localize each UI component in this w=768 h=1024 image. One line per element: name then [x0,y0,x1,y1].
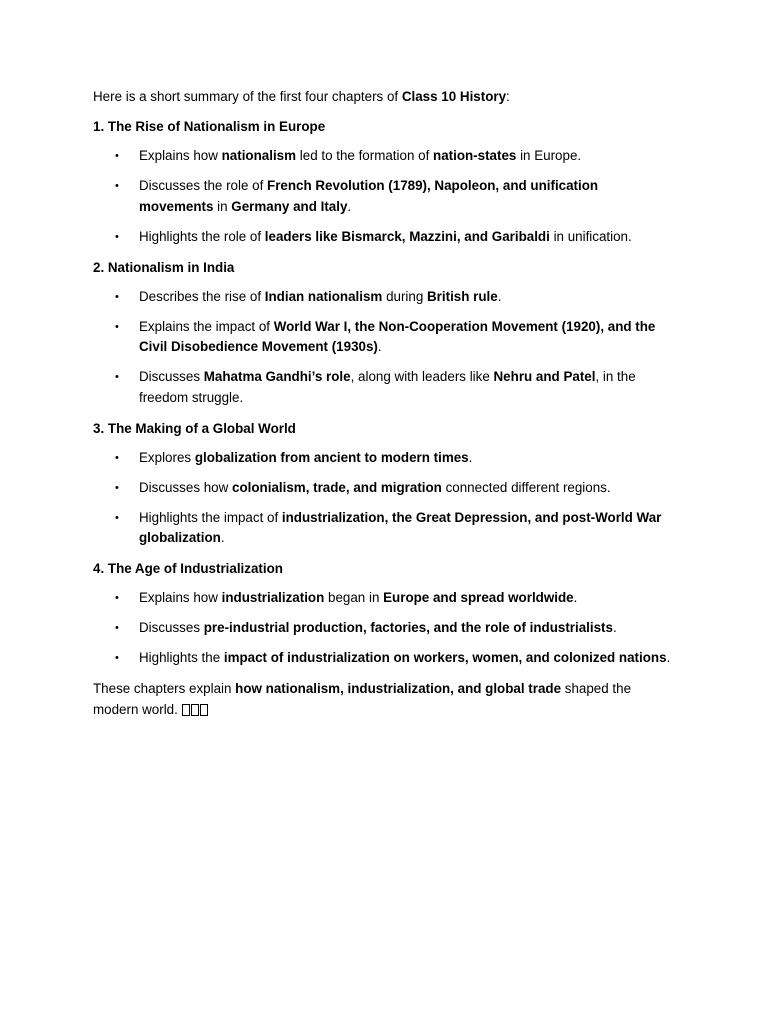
section-heading: 4. The Age of Industrialization [93,561,283,576]
text-run: connected different regions. [441,479,611,495]
bullet-icon: • [115,451,119,464]
section-heading: 2. Nationalism in India [93,259,235,275]
text-run: . [497,288,502,304]
list-item [93,478,672,499]
bold-text: nation-states [433,148,517,163]
text-run: , in the freedom struggle. [139,369,636,405]
text-run: Discusses how [139,479,233,495]
bullet-icon: • [115,371,119,383]
bold-text: French Revolution (1789), Napoleon, and unification movements [139,178,599,214]
intro-suffix: : [506,89,510,104]
list-item [93,618,672,639]
bullet-icon: • [115,150,119,162]
bullet-icon: • [115,622,119,634]
text-run: in Europe. [516,148,582,163]
text-run: led to the formation of [296,148,434,163]
text-run: . [666,650,671,665]
list-item [93,176,672,217]
text-run: Highlights the [139,650,224,665]
list-item [93,317,672,358]
text-run: . [377,339,382,354]
bold-text: Europe and spread worldwide [383,590,574,605]
text-run: . [468,449,473,465]
list-item [93,227,672,248]
bullet-list [93,448,672,549]
bold-text: colonialism, trade, and migration [232,479,442,495]
text-run: . [573,590,578,605]
text-run: Explains how [139,590,222,605]
text-run: Describes the rise of [139,288,265,304]
bullet-icon: • [115,230,119,243]
bold-text: pre-industrial production, factories, and the role of industrialists [203,620,613,635]
outro-bold: how nationalism, industrialization, and global trade [235,681,562,696]
text-run: . [612,620,617,635]
bullet-icon: • [115,481,119,494]
intro-paragraph [93,86,672,107]
text-run: Highlights the impact of [139,509,282,525]
list-item [93,367,672,408]
text-run: Discusses [139,620,204,635]
text-run: Explores [139,449,195,465]
text-run: in [213,198,232,214]
outro-prefix: These chapters explain [93,681,236,696]
list-item [93,588,672,609]
outro-paragraph [93,678,672,720]
bold-text: Germany and Italy [231,198,348,214]
list-item [93,146,672,167]
bold-text: Indian nationalism [264,288,383,304]
bullet-icon: • [115,320,119,333]
bullet-icon: • [115,592,119,604]
section-heading: 1. The Rise of Nationalism in Europe [93,119,326,134]
missing-glyph-icon [182,704,208,716]
section-heading: 3. The Making of a Global World [93,420,296,436]
bold-text: Mahatma Gandhi’s role [203,369,351,384]
intro-prefix: Here is a short summary of the first four chapters of [93,89,402,104]
intro-bold: Class 10 History [401,89,507,104]
bullet-icon: • [115,511,119,524]
bullet-icon: • [115,180,119,192]
sections-container [93,116,672,669]
bullet-list [93,287,672,409]
bold-text: leaders like Bismarck, Mazzini, and Garibaldi [264,228,550,244]
bold-text: industrialization [221,590,325,605]
bold-text: industrialization, the Great Depression, and post-World War globalization [139,509,662,545]
bold-text: World War I, the Non-Cooperation Movement (1920), and the Civil Disobedience Movement (1930s) [139,318,656,354]
text-run: Highlights the role of [139,228,265,244]
bold-text: Nehru and Patel [493,369,596,384]
bold-text: globalization from ancient to modern times [194,449,469,465]
text-run: . [220,530,225,545]
list-item [93,508,672,549]
bullet-icon: • [115,652,119,664]
list-item [93,448,672,469]
text-run: began in [324,590,384,605]
bold-text: impact of industrialization on workers, women, and colonized nations [223,650,667,665]
text-run: , along with leaders like [350,369,494,384]
text-run: Discusses the role of [139,178,268,193]
list-item [93,287,672,308]
text-run: in unification. [549,228,632,244]
text-run: Explains how [139,148,222,163]
bold-text: British rule [427,288,498,304]
list-item [93,648,672,669]
text-run: . [347,198,352,214]
bold-text: nationalism [221,148,297,163]
text-run: during [382,288,428,304]
text-run: Discusses [139,369,204,384]
outro-suffix: shaped the modern world. [93,681,632,717]
bullet-list [93,588,672,669]
bullet-list [93,146,672,247]
text-run: Explains the impact of [139,318,274,334]
bullet-icon: • [115,290,119,303]
